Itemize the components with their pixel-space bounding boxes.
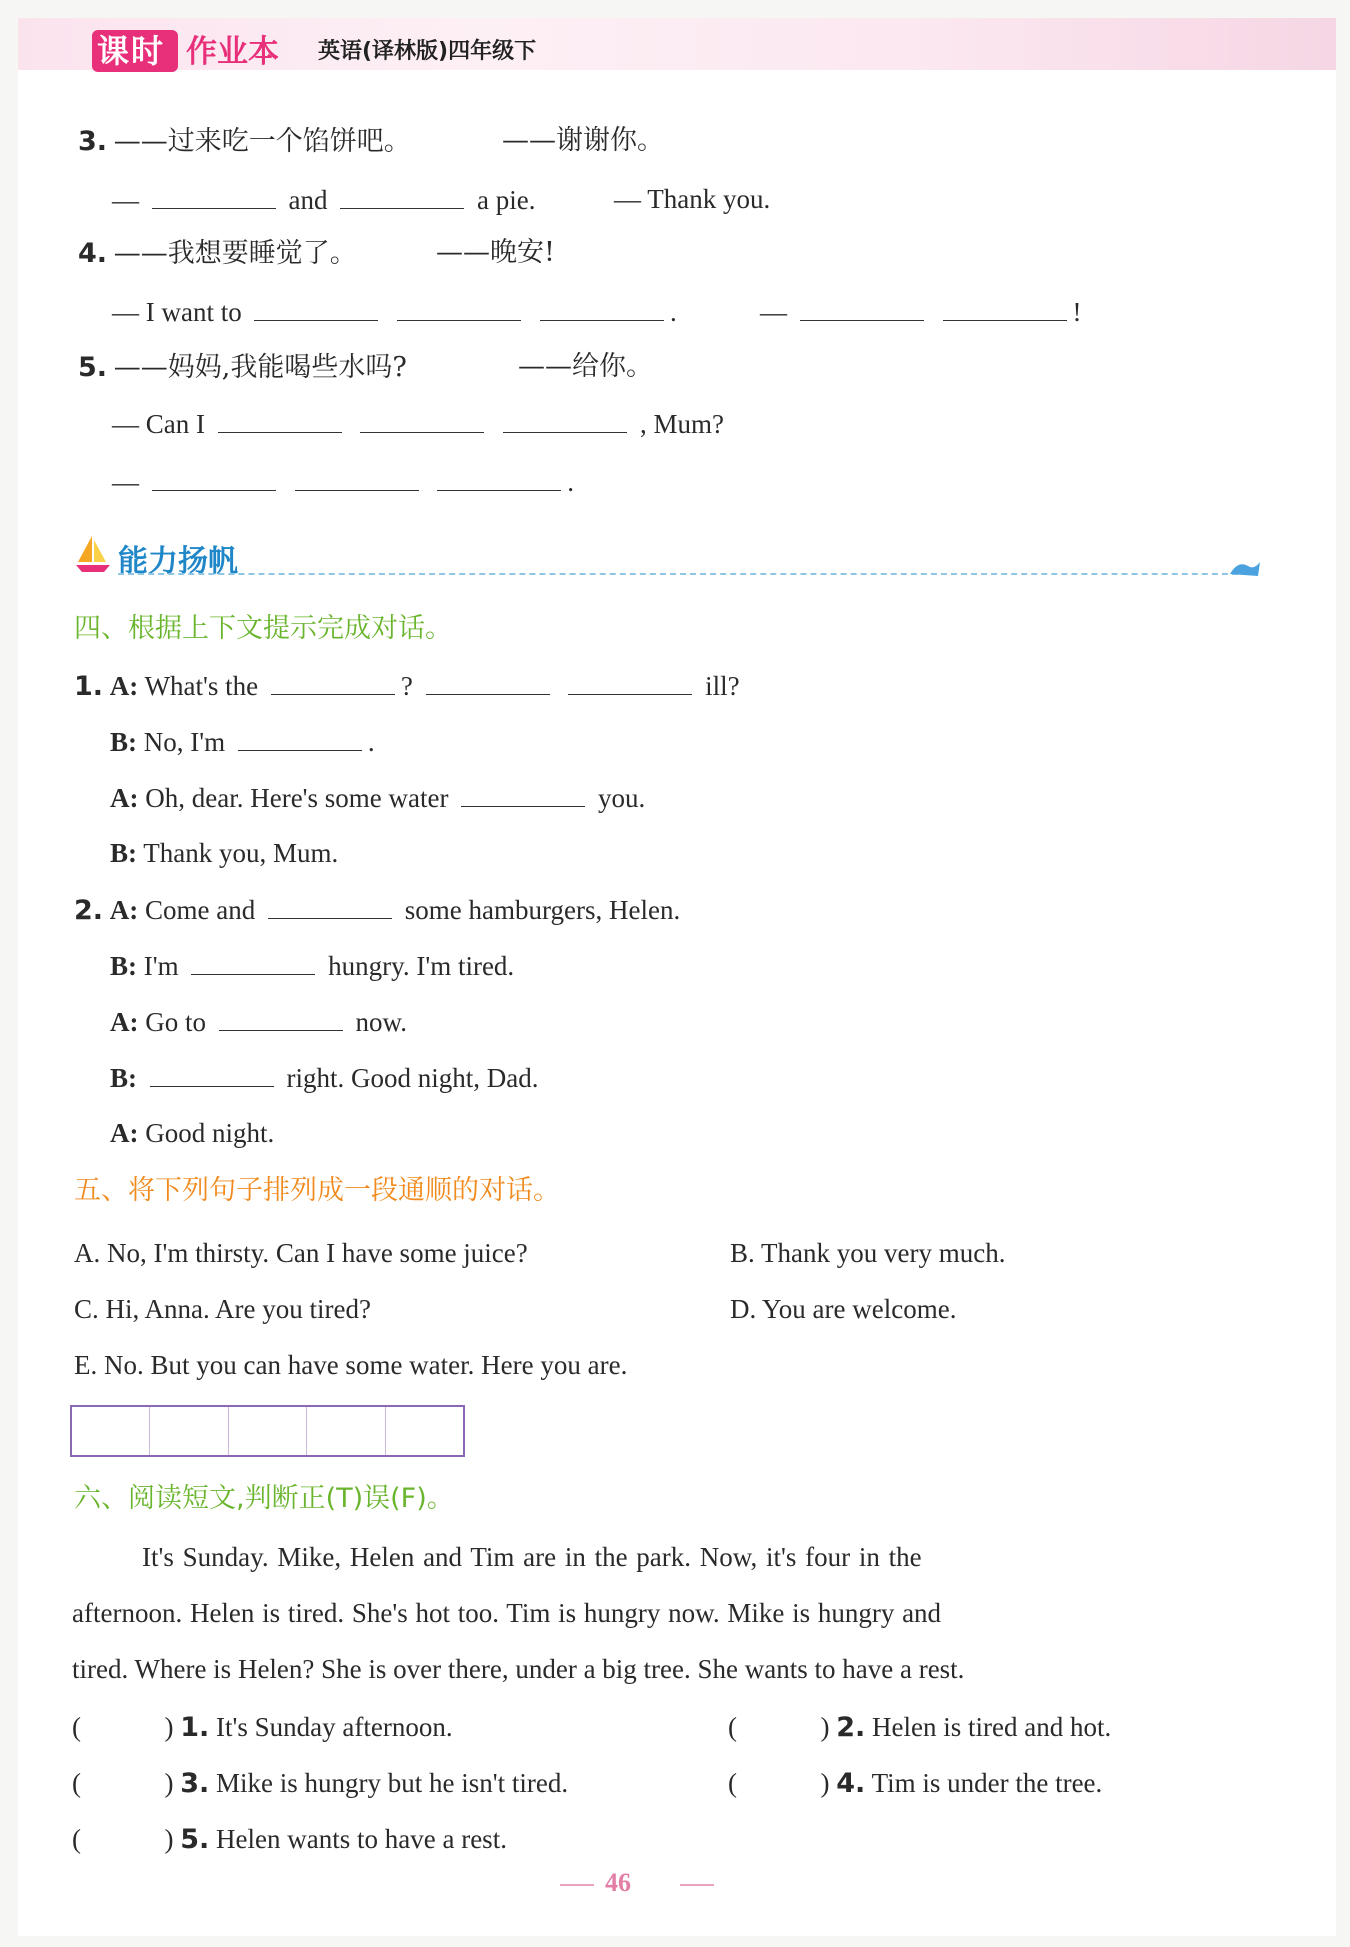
tf-item-5: ( ) 5. Helen wants to have a rest. — [72, 1824, 507, 1855]
answer-blank[interactable] — [540, 294, 664, 321]
tf-item-2: ( ) 2. Helen is tired and hot. — [728, 1712, 1112, 1743]
subject-label: 英语(译林版)四年级下 — [318, 39, 537, 64]
order-answer-cell[interactable] — [229, 1407, 307, 1455]
page-number-rule-left — [560, 1884, 594, 1886]
item-3-english-reply: — Thank you. — [614, 184, 771, 214]
wave-icon — [1228, 556, 1262, 580]
item-4-english: — I want to . — [112, 294, 677, 329]
answer-blank[interactable] — [191, 948, 315, 975]
dialog-1-line-3: A: Oh, dear. Here's some water you. — [110, 780, 645, 815]
answer-blank[interactable] — [426, 668, 550, 695]
answer-blank[interactable] — [218, 406, 342, 433]
sentence-e: E. No. But you can have some water. Here you are. — [74, 1350, 628, 1380]
dialog-1-line-4: B: Thank you, Mum. — [110, 838, 339, 868]
answer-blank[interactable] — [238, 724, 362, 751]
answer-blank[interactable] — [800, 294, 924, 321]
passage-line-1: It's Sunday. Mike, Helen and Tim are in the park. Now, it's four in the — [142, 1542, 922, 1572]
answer-blank[interactable] — [271, 668, 395, 695]
dialog-1-line-2: B: No, I'm . — [110, 724, 375, 759]
answer-blank[interactable] — [295, 464, 419, 491]
dialog-2-line-3: A: Go to now. — [110, 1004, 407, 1039]
sentence-a: A. No, I'm thirsty. Can I have some juice? — [74, 1238, 528, 1268]
section-6-title: 六、阅读短文,判断正(T)误(F)。 — [74, 1483, 454, 1514]
answer-blank[interactable] — [943, 294, 1067, 321]
section-divider — [118, 573, 1248, 575]
answer-blank[interactable] — [219, 1004, 343, 1031]
ability-section-title: 能力扬帆 — [118, 544, 238, 579]
brand-logo-text: 课时 — [97, 32, 166, 70]
section-4-title: 四、根据上下文提示完成对话。 — [74, 613, 452, 644]
sailboat-icon — [74, 532, 112, 576]
answer-blank[interactable] — [150, 1060, 274, 1087]
section-5-title: 五、将下列句子排列成一段通顺的对话。 — [74, 1175, 560, 1206]
tf-item-4: ( ) 4. Tim is under the tree. — [728, 1768, 1103, 1799]
item-4-chinese: 4. ——我想要睡觉了。 — [78, 238, 357, 269]
item-3-english: — and a pie. — [112, 182, 535, 217]
order-answer-cell[interactable] — [72, 1407, 150, 1455]
dialog-1-line-1: 1. A: What's the ? ill? — [74, 668, 740, 704]
order-answer-cell[interactable] — [307, 1407, 385, 1455]
dialog-2-line-4: B: right. Good night, Dad. — [110, 1060, 538, 1095]
passage-line-3: tired. Where is Helen? She is over there, under a big tree. She wants to have a rest. — [72, 1654, 965, 1684]
answer-blank[interactable] — [152, 182, 276, 209]
sentence-c: C. Hi, Anna. Are you tired? — [74, 1294, 371, 1324]
sentence-d: D. You are welcome. — [730, 1294, 957, 1324]
tf-item-3: ( ) 3. Mike is hungry but he isn't tired. — [72, 1768, 569, 1799]
item-5-chinese: 5. ——妈妈,我能喝些水吗? — [78, 352, 407, 383]
passage-line-2: afternoon. Helen is tired. She's hot too. Tim is hungry now. Mike is hungry and — [72, 1598, 942, 1628]
answer-blank[interactable] — [152, 464, 276, 491]
item-3-chinese: 3. ——过来吃一个馅饼吧。 — [78, 126, 411, 157]
page-number: 46 — [605, 1868, 631, 1897]
answer-blank[interactable] — [437, 464, 561, 491]
item-5-english: — Can I , Mum? — [112, 406, 724, 441]
brand-title: 作业本 — [186, 34, 279, 70]
answer-blank[interactable] — [568, 668, 692, 695]
answer-blank[interactable] — [254, 294, 378, 321]
answer-blank[interactable] — [503, 406, 627, 433]
dialog-2-line-5: A: Good night. — [110, 1118, 275, 1148]
answer-blank[interactable] — [340, 182, 464, 209]
item-5-english-reply: — . — [112, 464, 574, 499]
answer-blank[interactable] — [397, 294, 521, 321]
answer-blank[interactable] — [461, 780, 585, 807]
tf-item-1: ( ) 1. It's Sunday afternoon. — [72, 1712, 453, 1743]
page-number-rule-right — [680, 1884, 714, 1886]
dialog-2-line-2: B: I'm hungry. I'm tired. — [110, 948, 514, 983]
order-answer-box — [70, 1405, 465, 1457]
answer-blank[interactable] — [360, 406, 484, 433]
item-5-chinese-reply: ——给你。 — [518, 351, 653, 382]
item-4-english-reply: — ! — [760, 294, 1082, 329]
item-4-chinese-reply: ——晚安! — [436, 237, 555, 268]
dialog-2-line-1: 2. A: Come and some hamburgers, Helen. — [74, 892, 680, 928]
item-3-chinese-reply: ——谢谢你。 — [502, 125, 664, 156]
order-answer-cell[interactable] — [150, 1407, 228, 1455]
answer-blank[interactable] — [268, 892, 392, 919]
sentence-b: B. Thank you very much. — [730, 1238, 1006, 1268]
order-answer-cell[interactable] — [386, 1407, 463, 1455]
